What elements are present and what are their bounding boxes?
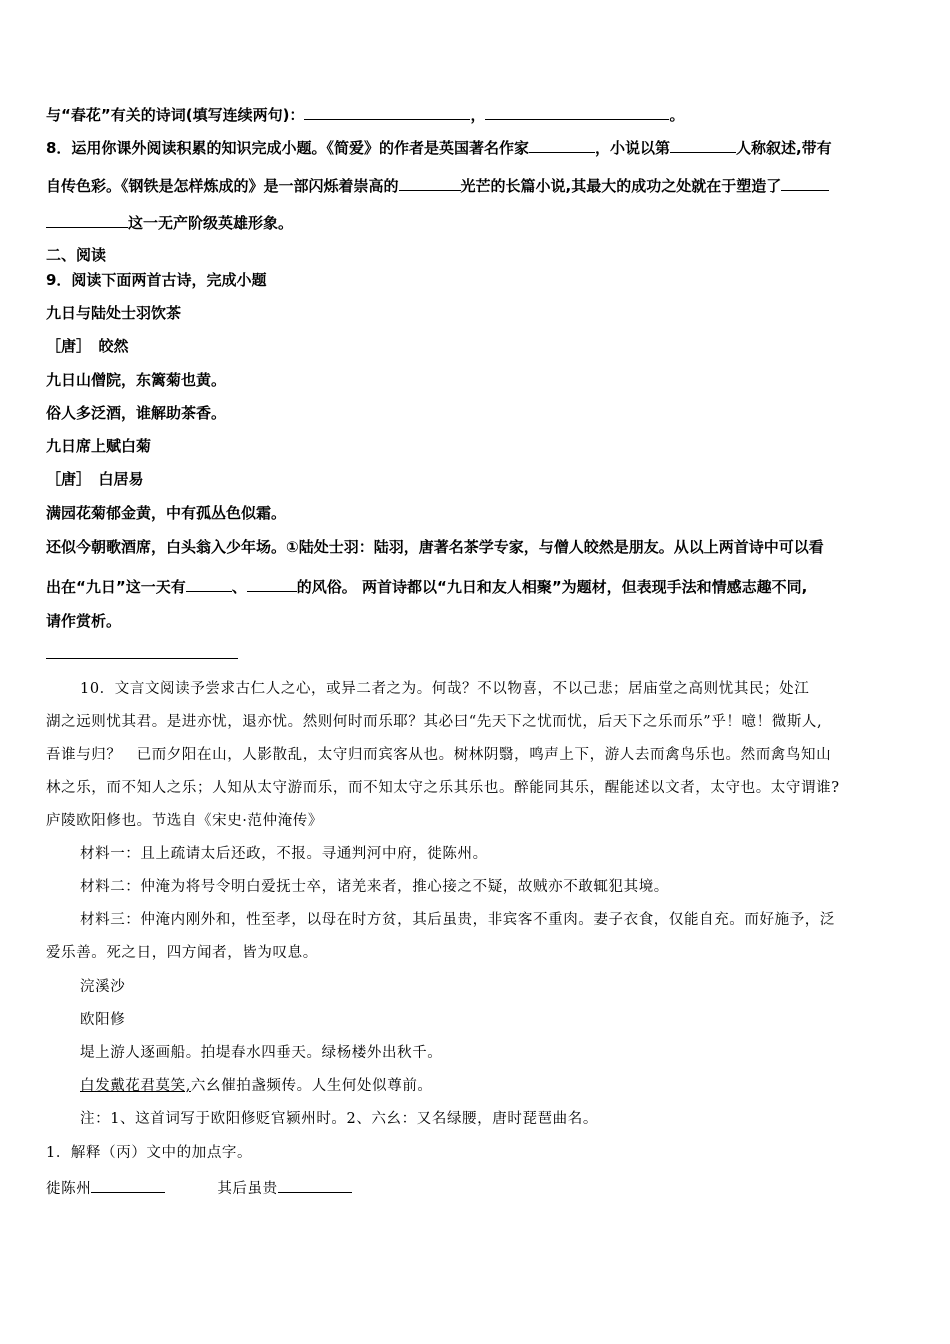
answer-blank[interactable] bbox=[399, 174, 461, 191]
sub-question-1: 1．解释（丙）文中的加点字。 bbox=[46, 1145, 253, 1161]
custom-blank-2[interactable] bbox=[247, 575, 297, 592]
author-blank[interactable] bbox=[529, 136, 595, 153]
material-1: 材料一：且上疏请太后还政，不报。寻通判河中府，徙陈州。 bbox=[80, 846, 488, 862]
material-3-cont: 爱乐善。死之日，四方闻者，皆为叹息。 bbox=[46, 945, 318, 961]
q7-prompt: 与“春花”有关的诗词(填写连续两句)： bbox=[46, 106, 305, 124]
answer-blank[interactable] bbox=[485, 103, 669, 120]
q10-line: 10．文言文阅读予尝求古仁人之心，或异二者之为。何哉？不以物喜，不以己悲；居庙堂之高则忧其民；处江 bbox=[80, 681, 810, 697]
q9-intro: 9．阅读下面两首古诗，完成小题 bbox=[46, 271, 267, 289]
divider bbox=[46, 658, 238, 659]
q10-line: 林之乐，而不知人之乐；人知从太守游而乐，而不知太守之乐其乐也。醉能同其乐，醒能述以文者，太守也。太守谓谁? bbox=[46, 780, 840, 796]
ci-line: 白发戴花君莫笑,六幺催拍盏频传。人生何处似尊前。 bbox=[80, 1078, 433, 1094]
explain-blank-2[interactable] bbox=[278, 1176, 352, 1193]
poem1-author: ［唐］ 皎然 bbox=[46, 337, 129, 355]
hero-blank[interactable] bbox=[781, 174, 829, 191]
underlined-phrase: 白发戴花君莫笑, bbox=[80, 1078, 191, 1094]
q9-text-line: 出在“九日”这一天有 、 的风俗。 两首诗都以“九日和友人相聚”为题材，但表现手法和情感志趣不同, bbox=[46, 575, 807, 597]
poem2-line: 满园花菊郁金黄，中有孤丛色似霜。 bbox=[46, 504, 287, 522]
q10-line: 湖之远则忧其君。是进亦忧，退亦忧。然则何时而乐耶？其必曰“先天下之忧而忧，后天下之乐而乐”乎！噫！微斯人, bbox=[46, 714, 823, 730]
poem2-author: ［唐］ 白居易 bbox=[46, 470, 144, 488]
ci-title: 浣溪沙 bbox=[80, 979, 126, 995]
q8-line3: 这一无产阶级英雄形象。 bbox=[46, 211, 293, 233]
q10-line: 庐陵欧阳修也。节选自《宋史·范仲淹传》 bbox=[46, 813, 324, 829]
custom-blank-1[interactable] bbox=[186, 575, 232, 592]
poem1-line: 俗人多泛酒，谁解助茶香。 bbox=[46, 404, 227, 422]
material-3: 材料三：仲淹内刚外和，性至孝，以母在时方贫，其后虽贵，非宾客不重肉。妻子衣食，仅能自充。而好施予，泛 bbox=[80, 912, 835, 928]
ci-line: 堤上游人逐画船。拍堤春水四垂天。绿杨楼外出秋千。 bbox=[80, 1045, 443, 1061]
q7-answer-line: 与“春花”有关的诗词(填写连续两句)： ， 。 bbox=[46, 103, 684, 125]
answer-blank[interactable] bbox=[304, 103, 470, 120]
sub1-items: 徙陈州 其后虽贵 bbox=[46, 1176, 352, 1199]
ci-note: 注：1、这首词写于欧阳修贬官颍州时。2、六幺：又名绿腰，唐时琵琶曲名。 bbox=[80, 1111, 598, 1127]
q9-text-line: 还似今朝歌酒席，白头翁入少年场。①陆处士羽：陆羽，唐著名茶学专家，与僧人皎然是朋友。从以上两首诗中可以看 bbox=[46, 538, 824, 556]
poem1-line: 九日山僧院，东篱菊也黄。 bbox=[46, 371, 227, 389]
ci-author: 欧阳修 bbox=[80, 1012, 126, 1028]
material-2: 材料二：仲淹为将号令明白爱抚士卒，诸羌来者，推心接之不疑，故贼亦不敢辄犯其境。 bbox=[80, 879, 669, 895]
q10-line: 吾谁与归？ 已而夕阳在山，人影散乱，太守归而宾客从也。树林阴翳，鸣声上下，游人去而禽鸟乐也。然而禽鸟知山 bbox=[46, 747, 832, 763]
person-blank[interactable] bbox=[670, 136, 736, 153]
q8-line1: 8．运用你课外阅读积累的知识完成小题。《简爱》的作者是英国著名作家 ，小说以第 人称叙述,带有 bbox=[46, 136, 832, 158]
hero-blank-cont[interactable] bbox=[46, 211, 128, 228]
section-heading: 二、阅读 bbox=[46, 246, 107, 264]
poem2-title: 九日席上赋白菊 bbox=[46, 437, 152, 455]
poem1-title: 九日与陆处士羽饮茶 bbox=[46, 304, 182, 322]
explain-blank-1[interactable] bbox=[91, 1176, 165, 1193]
q8-line2: 自传色彩。《钢铁是怎样炼成的》是一部闪烁着崇高的 光芒的长篇小说,其最大的成功之处就在于塑造了 bbox=[46, 174, 829, 196]
q9-text-line: 请作赏析。 bbox=[46, 612, 122, 630]
